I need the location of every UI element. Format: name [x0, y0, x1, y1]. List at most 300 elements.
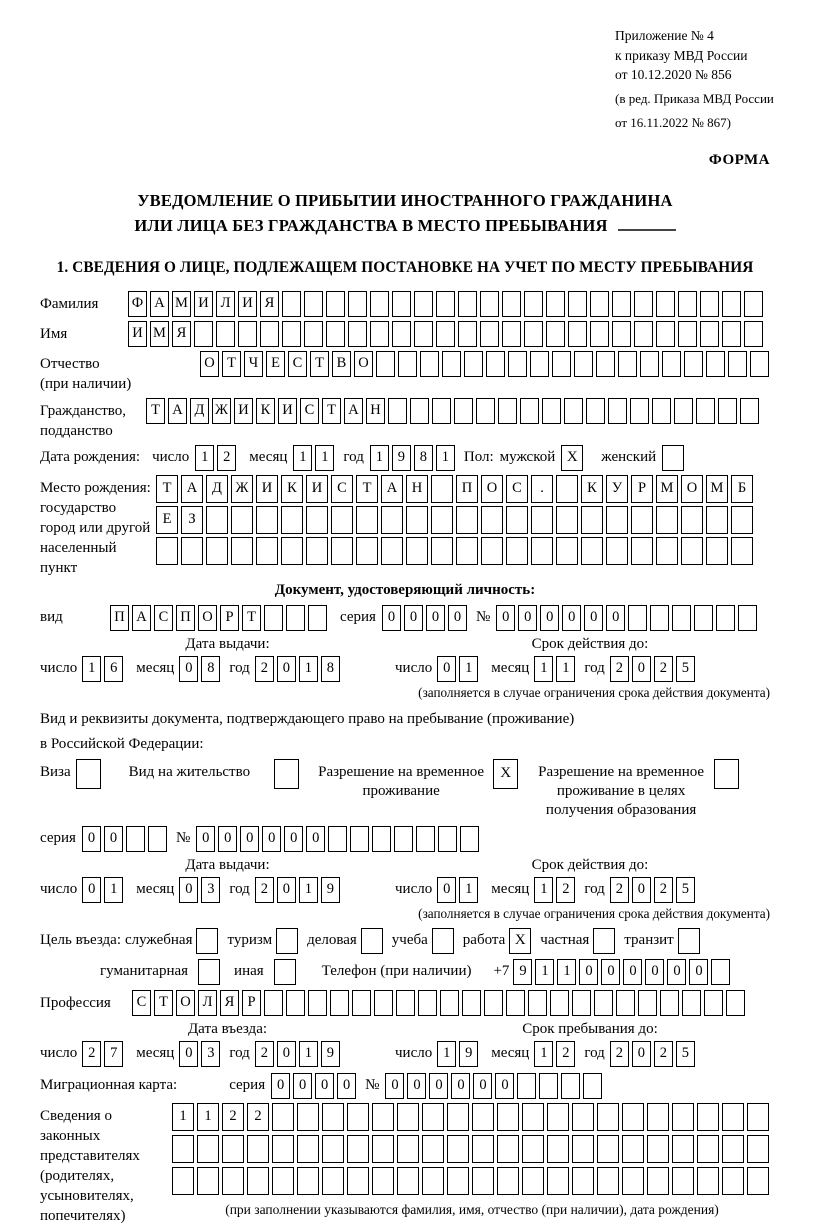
char-box[interactable]: Е [156, 506, 178, 534]
char-box[interactable] [681, 537, 703, 565]
char-box[interactable]: Т [146, 398, 165, 424]
char-box[interactable] [622, 1103, 644, 1131]
birthdate-day-input[interactable] [195, 445, 239, 471]
char-box[interactable]: 0 [404, 605, 423, 631]
char-box[interactable] [420, 351, 439, 377]
char-box[interactable] [750, 351, 769, 377]
char-box[interactable] [350, 826, 369, 852]
char-box[interactable] [522, 1167, 544, 1195]
char-box[interactable] [322, 1135, 344, 1163]
char-box[interactable]: 1 [459, 877, 478, 903]
char-box[interactable] [550, 990, 569, 1016]
char-box[interactable]: 2 [247, 1103, 269, 1131]
char-box[interactable]: 5 [676, 1041, 695, 1067]
char-box[interactable] [458, 321, 477, 347]
char-box[interactable]: А [168, 398, 187, 424]
char-box[interactable] [432, 398, 451, 424]
char-box[interactable] [590, 291, 609, 317]
char-box[interactable]: 0 [82, 826, 101, 852]
char-box[interactable] [502, 291, 521, 317]
char-box[interactable] [216, 321, 235, 347]
char-box[interactable] [556, 537, 578, 565]
char-box[interactable]: 2 [610, 877, 629, 903]
char-box[interactable] [622, 1167, 644, 1195]
char-box[interactable] [406, 537, 428, 565]
char-box[interactable] [647, 1167, 669, 1195]
char-box[interactable]: А [132, 605, 151, 631]
char-box[interactable] [546, 321, 565, 347]
char-box[interactable]: 2 [255, 877, 274, 903]
char-box[interactable]: Е [266, 351, 285, 377]
char-box[interactable] [406, 506, 428, 534]
char-box[interactable] [568, 321, 587, 347]
purpose-other-checkbox[interactable] [274, 959, 296, 985]
char-box[interactable] [398, 351, 417, 377]
char-box[interactable] [700, 291, 719, 317]
residence-serial-input[interactable] [82, 826, 170, 852]
char-box[interactable]: 0 [451, 1073, 470, 1099]
issue-month-input[interactable] [179, 656, 223, 682]
char-box[interactable]: 0 [429, 1073, 448, 1099]
char-box[interactable]: 0 [601, 959, 620, 985]
char-box[interactable] [508, 351, 527, 377]
char-box[interactable]: И [194, 291, 213, 317]
temp-residence-education-checkbox[interactable] [714, 759, 739, 789]
char-box[interactable] [286, 990, 305, 1016]
char-box[interactable] [520, 398, 539, 424]
char-box[interactable] [682, 990, 701, 1016]
char-box[interactable] [706, 351, 725, 377]
char-box[interactable] [517, 1073, 536, 1099]
char-box[interactable] [456, 506, 478, 534]
char-box[interactable] [447, 1167, 469, 1195]
char-box[interactable]: 2 [556, 877, 575, 903]
char-box[interactable] [394, 826, 413, 852]
char-box[interactable] [194, 321, 213, 347]
char-box[interactable]: 1 [299, 877, 318, 903]
char-box[interactable] [347, 1135, 369, 1163]
char-box[interactable]: 0 [584, 605, 603, 631]
purpose-tourism-checkbox[interactable] [276, 928, 298, 954]
char-box[interactable]: П [176, 605, 195, 631]
char-box[interactable] [331, 537, 353, 565]
char-box[interactable] [454, 398, 473, 424]
char-box[interactable] [431, 475, 453, 503]
char-box[interactable]: Ж [231, 475, 253, 503]
char-box[interactable] [431, 506, 453, 534]
char-box[interactable] [347, 1103, 369, 1131]
char-box[interactable]: 0 [448, 605, 467, 631]
char-box[interactable] [706, 506, 728, 534]
char-box[interactable] [372, 826, 391, 852]
char-box[interactable] [694, 605, 713, 631]
char-box[interactable]: 0 [277, 1041, 296, 1067]
firstname-input[interactable] [128, 321, 766, 347]
purpose-humanitarian-checkbox[interactable] [198, 959, 220, 985]
char-box[interactable] [568, 291, 587, 317]
phone-input[interactable] [513, 959, 733, 985]
char-box[interactable] [397, 1167, 419, 1195]
char-box[interactable]: 1 [82, 656, 101, 682]
char-box[interactable] [206, 537, 228, 565]
char-box[interactable] [502, 321, 521, 347]
char-box[interactable]: С [132, 990, 151, 1016]
char-box[interactable]: 0 [579, 959, 598, 985]
char-box[interactable] [618, 351, 637, 377]
char-box[interactable]: М [706, 475, 728, 503]
char-box[interactable] [272, 1167, 294, 1195]
char-box[interactable] [422, 1135, 444, 1163]
char-box[interactable]: Р [220, 605, 239, 631]
surname-input[interactable] [128, 291, 766, 317]
char-box[interactable]: Т [242, 605, 261, 631]
char-box[interactable]: 0 [218, 826, 237, 852]
char-box[interactable]: И [128, 321, 147, 347]
char-box[interactable] [506, 990, 525, 1016]
char-box[interactable] [672, 1167, 694, 1195]
char-box[interactable]: 0 [518, 605, 537, 631]
char-box[interactable] [222, 1135, 244, 1163]
char-box[interactable]: 0 [437, 877, 456, 903]
char-box[interactable] [674, 398, 693, 424]
char-box[interactable] [497, 1167, 519, 1195]
char-box[interactable]: 0 [277, 877, 296, 903]
char-box[interactable] [647, 1103, 669, 1131]
char-box[interactable]: К [581, 475, 603, 503]
char-box[interactable] [672, 1135, 694, 1163]
char-box[interactable] [447, 1135, 469, 1163]
char-box[interactable] [372, 1135, 394, 1163]
char-box[interactable] [304, 291, 323, 317]
char-box[interactable] [731, 506, 753, 534]
char-box[interactable]: Т [310, 351, 329, 377]
char-box[interactable]: 1 [315, 445, 334, 471]
char-box[interactable]: 2 [654, 656, 673, 682]
char-box[interactable]: 0 [606, 605, 625, 631]
char-box[interactable] [247, 1135, 269, 1163]
char-box[interactable] [697, 1103, 719, 1131]
char-box[interactable]: Р [631, 475, 653, 503]
char-box[interactable]: 0 [623, 959, 642, 985]
char-box[interactable] [374, 990, 393, 1016]
char-box[interactable] [381, 537, 403, 565]
char-box[interactable] [181, 537, 203, 565]
char-box[interactable] [539, 1073, 558, 1099]
char-box[interactable]: А [181, 475, 203, 503]
char-box[interactable]: 0 [293, 1073, 312, 1099]
char-box[interactable]: 0 [667, 959, 686, 985]
char-box[interactable] [431, 537, 453, 565]
char-box[interactable]: Р [242, 990, 261, 1016]
char-box[interactable] [372, 1167, 394, 1195]
char-box[interactable] [681, 506, 703, 534]
purpose-transit-checkbox[interactable] [678, 928, 700, 954]
char-box[interactable]: 1 [556, 656, 575, 682]
char-box[interactable]: 2 [255, 656, 274, 682]
residence-permit-checkbox[interactable] [274, 759, 299, 789]
char-box[interactable] [561, 1073, 580, 1099]
char-box[interactable] [652, 398, 671, 424]
char-box[interactable] [256, 537, 278, 565]
char-box[interactable]: 0 [540, 605, 559, 631]
char-box[interactable] [326, 321, 345, 347]
char-box[interactable] [464, 351, 483, 377]
gender-male-checkbox[interactable]: X [561, 445, 583, 471]
residence-issue-month-input[interactable] [179, 877, 223, 903]
birthplace-input-line2[interactable] [156, 506, 756, 534]
char-box[interactable] [231, 537, 253, 565]
residence-issue-year-input[interactable] [255, 877, 343, 903]
char-box[interactable]: М [150, 321, 169, 347]
char-box[interactable] [148, 826, 167, 852]
char-box[interactable]: 0 [632, 877, 651, 903]
char-box[interactable]: 2 [610, 656, 629, 682]
char-box[interactable] [222, 1167, 244, 1195]
visa-checkbox[interactable] [76, 759, 101, 789]
migration-number-input[interactable] [385, 1073, 605, 1099]
char-box[interactable]: Т [154, 990, 173, 1016]
residence-issue-day-input[interactable] [82, 877, 126, 903]
char-box[interactable] [436, 291, 455, 317]
char-box[interactable] [738, 605, 757, 631]
char-box[interactable] [126, 826, 145, 852]
char-box[interactable] [531, 537, 553, 565]
char-box[interactable] [697, 1135, 719, 1163]
char-box[interactable]: Т [222, 351, 241, 377]
birthdate-month-input[interactable] [293, 445, 337, 471]
char-box[interactable]: Т [356, 475, 378, 503]
doc-number-input[interactable] [496, 605, 760, 631]
char-box[interactable] [656, 537, 678, 565]
expiry-month-input[interactable] [534, 656, 578, 682]
char-box[interactable]: 1 [293, 445, 312, 471]
char-box[interactable] [740, 398, 759, 424]
char-box[interactable] [422, 1167, 444, 1195]
char-box[interactable] [206, 506, 228, 534]
char-box[interactable] [442, 351, 461, 377]
char-box[interactable] [331, 506, 353, 534]
char-box[interactable] [497, 1103, 519, 1131]
char-box[interactable]: О [200, 351, 219, 377]
char-box[interactable] [322, 1103, 344, 1131]
char-box[interactable]: 2 [222, 1103, 244, 1131]
char-box[interactable] [634, 321, 653, 347]
char-box[interactable]: 0 [632, 1041, 651, 1067]
char-box[interactable] [556, 475, 578, 503]
char-box[interactable] [656, 506, 678, 534]
char-box[interactable] [414, 291, 433, 317]
char-box[interactable]: Л [198, 990, 217, 1016]
char-box[interactable] [484, 990, 503, 1016]
char-box[interactable]: С [154, 605, 173, 631]
char-box[interactable] [547, 1103, 569, 1131]
char-box[interactable]: З [181, 506, 203, 534]
char-box[interactable]: 1 [370, 445, 389, 471]
char-box[interactable] [197, 1135, 219, 1163]
char-box[interactable] [458, 291, 477, 317]
char-box[interactable] [556, 506, 578, 534]
char-box[interactable] [612, 291, 631, 317]
char-box[interactable] [547, 1135, 569, 1163]
char-box[interactable]: 0 [562, 605, 581, 631]
char-box[interactable]: 2 [255, 1041, 274, 1067]
char-box[interactable] [328, 826, 347, 852]
char-box[interactable] [590, 321, 609, 347]
char-box[interactable]: И [306, 475, 328, 503]
char-box[interactable]: 2 [654, 877, 673, 903]
char-box[interactable] [722, 1103, 744, 1131]
migration-serial-input[interactable] [271, 1073, 359, 1099]
issue-year-input[interactable] [255, 656, 343, 682]
char-box[interactable]: 1 [195, 445, 214, 471]
representatives-input-line3[interactable] [172, 1167, 772, 1195]
char-box[interactable] [574, 351, 593, 377]
char-box[interactable]: М [656, 475, 678, 503]
char-box[interactable] [606, 506, 628, 534]
char-box[interactable] [297, 1103, 319, 1131]
char-box[interactable] [447, 1103, 469, 1131]
char-box[interactable] [456, 537, 478, 565]
char-box[interactable]: 2 [610, 1041, 629, 1067]
char-box[interactable] [286, 605, 305, 631]
char-box[interactable]: И [278, 398, 297, 424]
char-box[interactable]: 2 [654, 1041, 673, 1067]
char-box[interactable]: Я [172, 321, 191, 347]
char-box[interactable]: У [606, 475, 628, 503]
char-box[interactable]: Д [190, 398, 209, 424]
residence-expiry-month-input[interactable] [534, 877, 578, 903]
char-box[interactable] [231, 506, 253, 534]
birthplace-input-line1[interactable] [156, 475, 756, 503]
entry-month-input[interactable] [179, 1041, 223, 1067]
char-box[interactable] [722, 1135, 744, 1163]
char-box[interactable]: Д [206, 475, 228, 503]
char-box[interactable] [572, 1103, 594, 1131]
char-box[interactable] [631, 506, 653, 534]
char-box[interactable] [347, 1167, 369, 1195]
char-box[interactable] [396, 990, 415, 1016]
doc-type-input[interactable] [110, 605, 330, 631]
char-box[interactable] [722, 1167, 744, 1195]
char-box[interactable]: О [176, 990, 195, 1016]
char-box[interactable] [572, 1135, 594, 1163]
char-box[interactable] [726, 990, 745, 1016]
char-box[interactable] [376, 351, 395, 377]
char-box[interactable]: 9 [321, 1041, 340, 1067]
char-box[interactable] [672, 1103, 694, 1131]
char-box[interactable]: 5 [676, 656, 695, 682]
char-box[interactable]: 0 [271, 1073, 290, 1099]
char-box[interactable]: 0 [179, 1041, 198, 1067]
residence-number-input[interactable] [196, 826, 482, 852]
char-box[interactable] [622, 1135, 644, 1163]
char-box[interactable]: 8 [414, 445, 433, 471]
char-box[interactable]: Ч [244, 351, 263, 377]
char-box[interactable] [530, 351, 549, 377]
char-box[interactable]: 0 [277, 656, 296, 682]
char-box[interactable] [506, 506, 528, 534]
char-box[interactable] [744, 291, 763, 317]
char-box[interactable] [634, 291, 653, 317]
char-box[interactable] [264, 990, 283, 1016]
char-box[interactable]: О [681, 475, 703, 503]
char-box[interactable] [596, 351, 615, 377]
char-box[interactable] [264, 605, 283, 631]
char-box[interactable] [706, 537, 728, 565]
char-box[interactable]: А [150, 291, 169, 317]
char-box[interactable]: Л [216, 291, 235, 317]
char-box[interactable] [631, 537, 653, 565]
char-box[interactable]: 0 [495, 1073, 514, 1099]
char-box[interactable] [628, 605, 647, 631]
char-box[interactable]: А [344, 398, 363, 424]
char-box[interactable] [438, 826, 457, 852]
char-box[interactable] [480, 291, 499, 317]
char-box[interactable]: 1 [172, 1103, 194, 1131]
char-box[interactable]: 0 [385, 1073, 404, 1099]
char-box[interactable] [656, 321, 675, 347]
char-box[interactable] [662, 351, 681, 377]
char-box[interactable] [476, 398, 495, 424]
char-box[interactable] [238, 321, 257, 347]
char-box[interactable] [697, 1167, 719, 1195]
expiry-year-input[interactable] [610, 656, 698, 682]
char-box[interactable]: 0 [382, 605, 401, 631]
char-box[interactable] [597, 1135, 619, 1163]
char-box[interactable] [247, 1167, 269, 1195]
entry-year-input[interactable] [255, 1041, 343, 1067]
char-box[interactable]: О [481, 475, 503, 503]
birthplace-input-line3[interactable] [156, 537, 756, 565]
char-box[interactable]: 0 [82, 877, 101, 903]
char-box[interactable] [572, 990, 591, 1016]
char-box[interactable]: 0 [632, 656, 651, 682]
char-box[interactable]: 1 [104, 877, 123, 903]
profession-input[interactable] [132, 990, 748, 1016]
char-box[interactable]: 0 [196, 826, 215, 852]
char-box[interactable] [282, 291, 301, 317]
char-box[interactable]: 8 [201, 656, 220, 682]
char-box[interactable]: 2 [217, 445, 236, 471]
expiry-day-input[interactable] [437, 656, 481, 682]
char-box[interactable] [581, 537, 603, 565]
char-box[interactable] [700, 321, 719, 347]
char-box[interactable] [583, 1073, 602, 1099]
char-box[interactable] [606, 537, 628, 565]
char-box[interactable]: 0 [337, 1073, 356, 1099]
char-box[interactable] [597, 1167, 619, 1195]
char-box[interactable]: П [456, 475, 478, 503]
char-box[interactable]: 0 [284, 826, 303, 852]
char-box[interactable]: Ж [212, 398, 231, 424]
char-box[interactable]: 1 [436, 445, 455, 471]
char-box[interactable] [370, 291, 389, 317]
char-box[interactable]: О [198, 605, 217, 631]
char-box[interactable] [481, 506, 503, 534]
char-box[interactable]: 0 [645, 959, 664, 985]
char-box[interactable] [322, 1167, 344, 1195]
char-box[interactable] [744, 321, 763, 347]
char-box[interactable] [722, 291, 741, 317]
char-box[interactable]: 0 [104, 826, 123, 852]
char-box[interactable] [552, 351, 571, 377]
char-box[interactable]: . [531, 475, 553, 503]
residence-expiry-day-input[interactable] [437, 877, 481, 903]
char-box[interactable] [281, 537, 303, 565]
char-box[interactable]: С [506, 475, 528, 503]
char-box[interactable]: В [332, 351, 351, 377]
char-box[interactable] [684, 351, 703, 377]
